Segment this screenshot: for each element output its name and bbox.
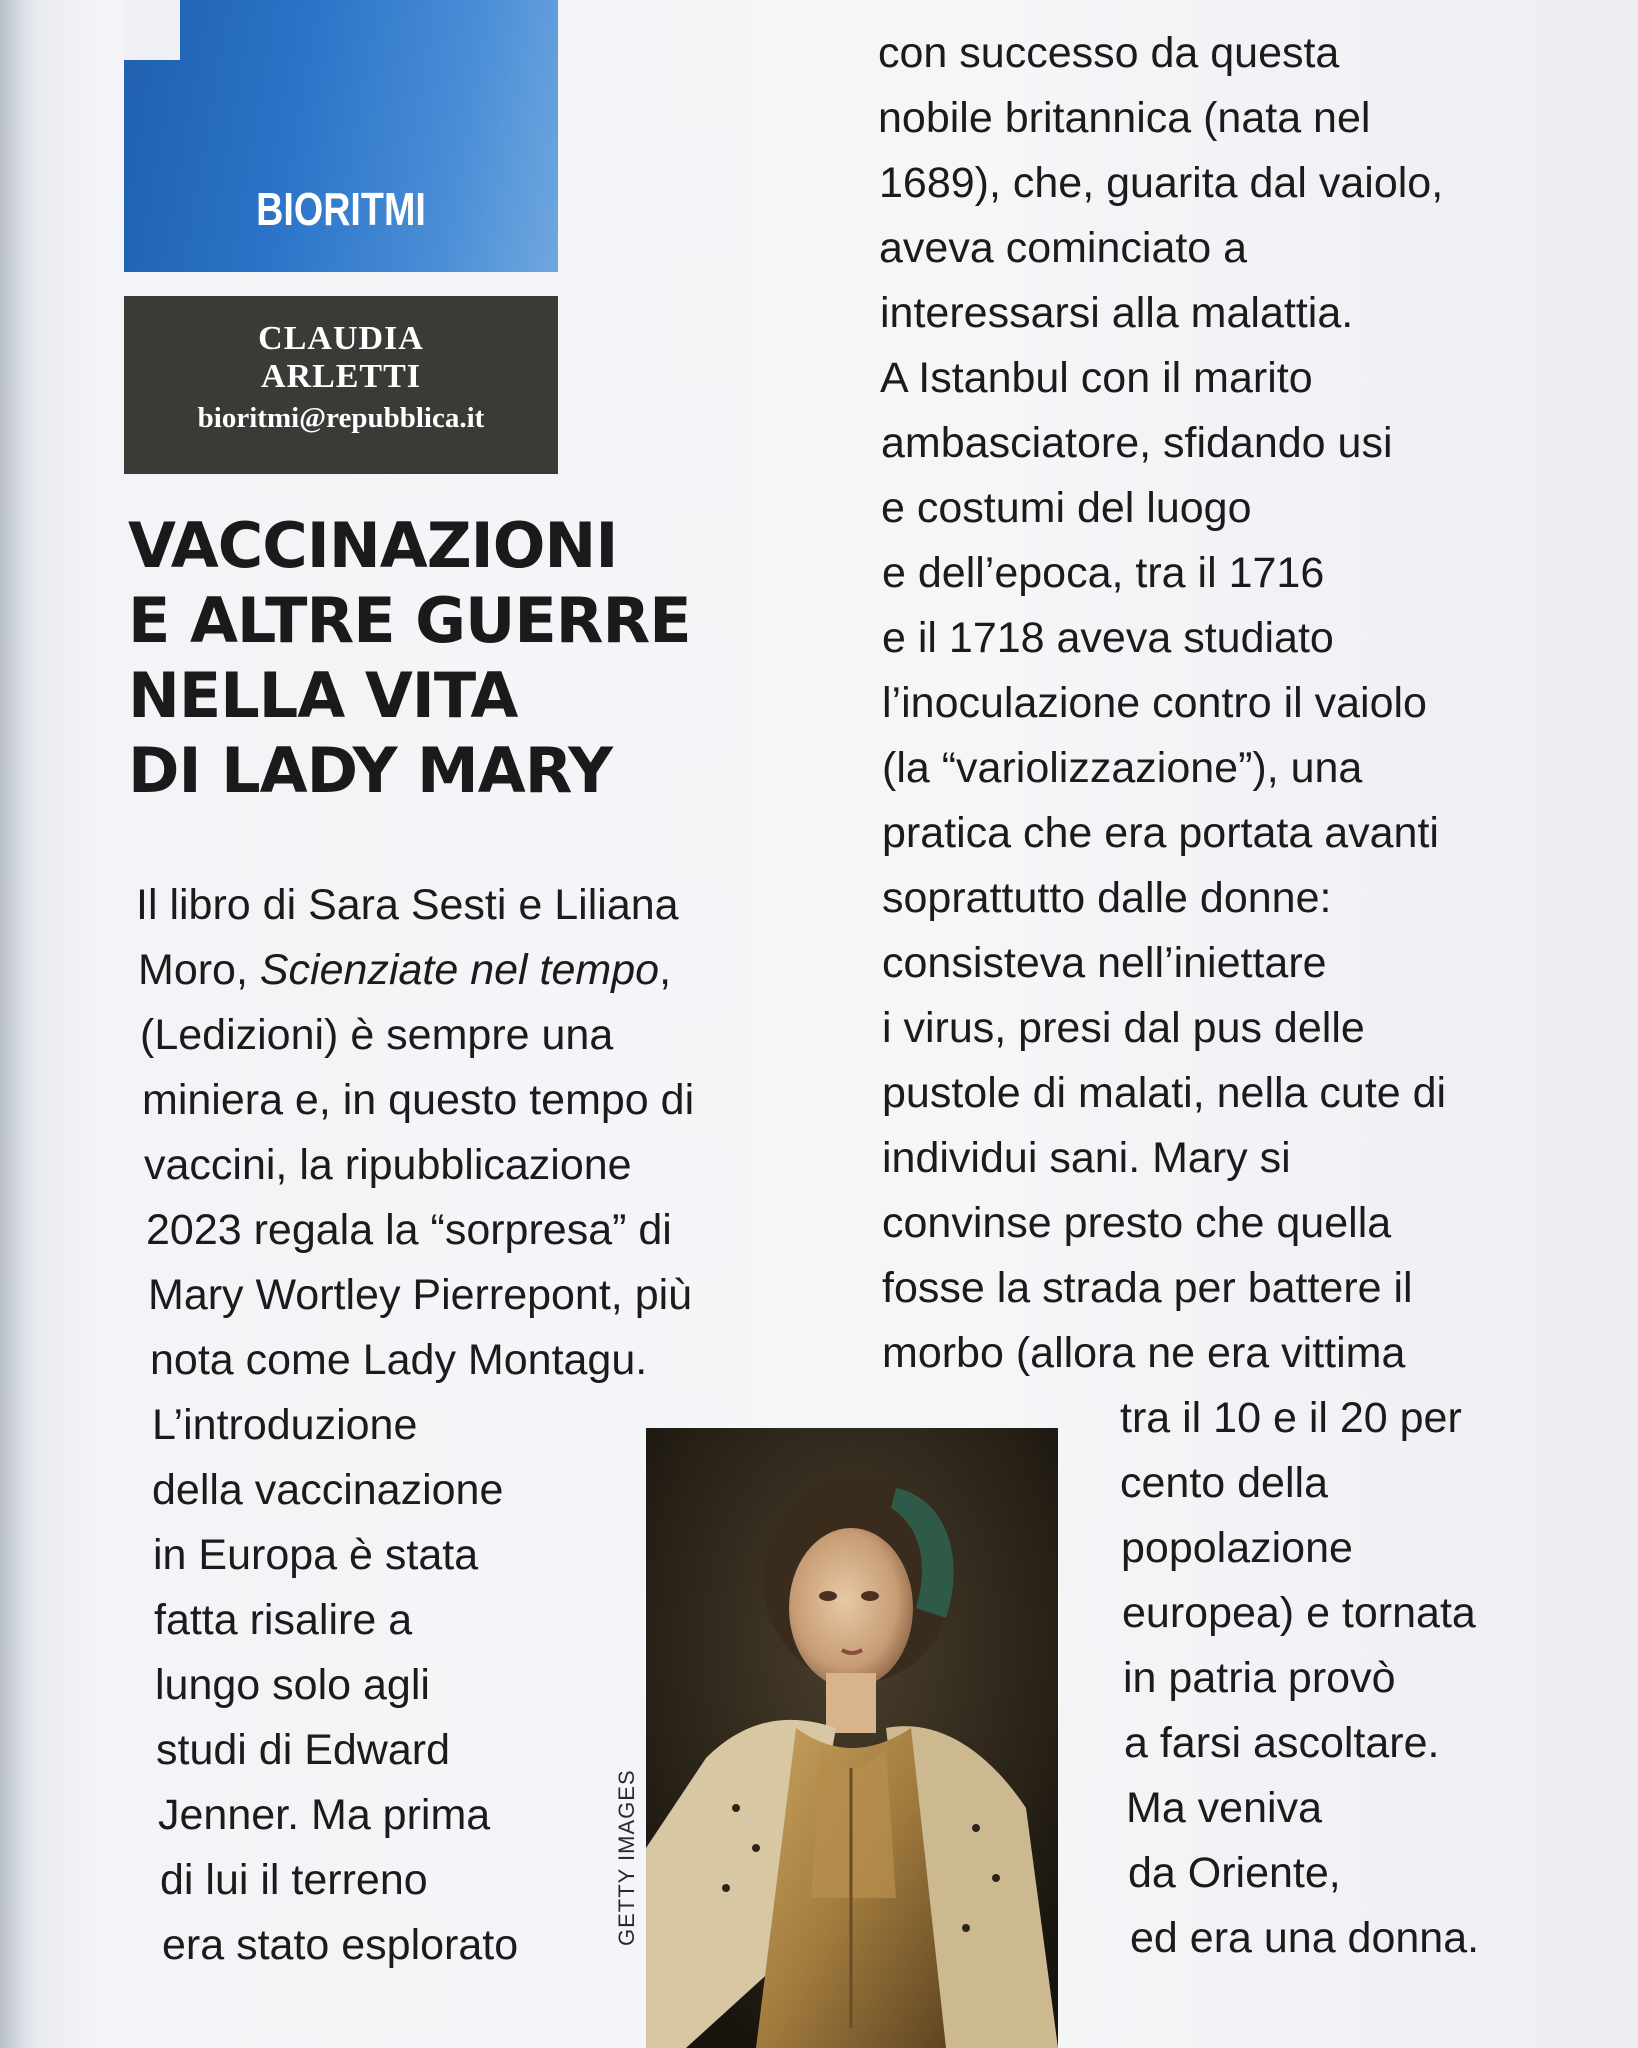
body-line: miniera e, in questo tempo di	[142, 1076, 695, 1124]
body-line: A Istanbul con il marito	[880, 354, 1313, 402]
body-line: Jenner. Ma prima	[158, 1791, 491, 1839]
headline-line: E ALTRE GUERRE	[128, 584, 691, 657]
body-line: e il 1718 aveva studiato	[882, 614, 1334, 662]
body-line: i virus, presi dal pus delle	[882, 1004, 1365, 1052]
body-line: l’inoculazione contro il vaiolo	[882, 679, 1427, 727]
body-line: ambasciatore, sfidando usi	[881, 419, 1393, 467]
body-line: e dell’epoca, tra il 1716	[882, 549, 1325, 597]
body-line: (la “variolizzazione”), una	[882, 744, 1363, 792]
body-line: pustole di malati, nella cute di	[882, 1069, 1447, 1117]
body-line: in patria provò	[1123, 1654, 1396, 1702]
portrait-photo	[646, 1428, 1058, 2048]
body-line: da Oriente,	[1128, 1849, 1341, 1897]
body-line: L’introduzione	[152, 1401, 418, 1449]
body-line: convinse presto che quella	[882, 1199, 1392, 1247]
photo-credit: GETTY IMAGES	[614, 1769, 639, 1946]
author-last-name: ARLETTI	[260, 358, 422, 395]
body-line: soprattutto dalle donne:	[882, 874, 1332, 922]
body-line: studi di Edward	[156, 1726, 450, 1774]
body-line: aveva cominciato a	[879, 224, 1248, 272]
body-line: europea) e tornata	[1122, 1589, 1476, 1637]
body-line: lungo solo agli	[155, 1661, 430, 1709]
author-email: bioritmi@repubblica.it	[197, 402, 485, 434]
section-header-notch	[124, 0, 180, 60]
body-line: nobile britannica (nata nel	[878, 94, 1371, 142]
author-box	[124, 296, 558, 474]
body-line: Moro, Scienziate nel tempo,	[138, 946, 672, 994]
body-line: tra il 10 e il 20 per	[1120, 1394, 1462, 1442]
body-line: 2023 regala la “sorpresa” di	[146, 1206, 672, 1254]
body-line: di lui il terreno	[160, 1856, 428, 1904]
body-line: ed era una donna.	[1130, 1914, 1480, 1962]
section-label: BIORITMI	[256, 183, 426, 235]
body-line: era stato esplorato	[162, 1921, 519, 1969]
body-line: 1689), che, guarita dal vaiolo,	[879, 159, 1444, 207]
body-line: e costumi del luogo	[881, 484, 1252, 532]
body-line: (Ledizioni) è sempre una	[140, 1011, 614, 1059]
body-line: nota come Lady Montagu.	[150, 1336, 648, 1384]
body-line: cento della	[1120, 1459, 1328, 1507]
body-line: a farsi ascoltare.	[1124, 1719, 1440, 1767]
book-title: Scienziate nel tempo	[259, 946, 660, 994]
portrait-painting	[646, 1428, 1058, 2048]
body-line: individui sani. Mary si	[882, 1134, 1291, 1182]
page-edge-shadow	[0, 0, 40, 2048]
body-line: Mary Wortley Pierrepont, più	[148, 1271, 693, 1319]
body-line: in Europa è stata	[153, 1531, 479, 1579]
body-line: della vaccinazione	[152, 1466, 504, 1514]
body-line: Il libro di Sara Sesti e Liliana	[136, 881, 679, 929]
body-line: fatta risalire a	[154, 1596, 413, 1644]
body-line: Ma veniva	[1126, 1784, 1322, 1832]
body-line: fosse la strada per battere il	[882, 1264, 1413, 1312]
body-line: pratica che era portata avanti	[882, 809, 1439, 857]
body-line: con successo da questa	[878, 29, 1340, 77]
body-line: morbo (allora ne era vittima	[882, 1329, 1406, 1377]
body-line: popolazione	[1121, 1524, 1353, 1572]
body-line: interessarsi alla malattia.	[880, 289, 1354, 337]
headline-line: DI LADY MARY	[128, 734, 612, 807]
headline-line: NELLA VITA	[128, 659, 518, 732]
headline-line: VACCINAZIONI	[128, 509, 618, 582]
author-first-name: CLAUDIA	[258, 320, 424, 357]
article-headline	[128, 508, 768, 808]
body-line: consisteva nell’iniettare	[882, 939, 1327, 987]
body-line: vaccini, la ripubblicazione	[144, 1141, 632, 1189]
